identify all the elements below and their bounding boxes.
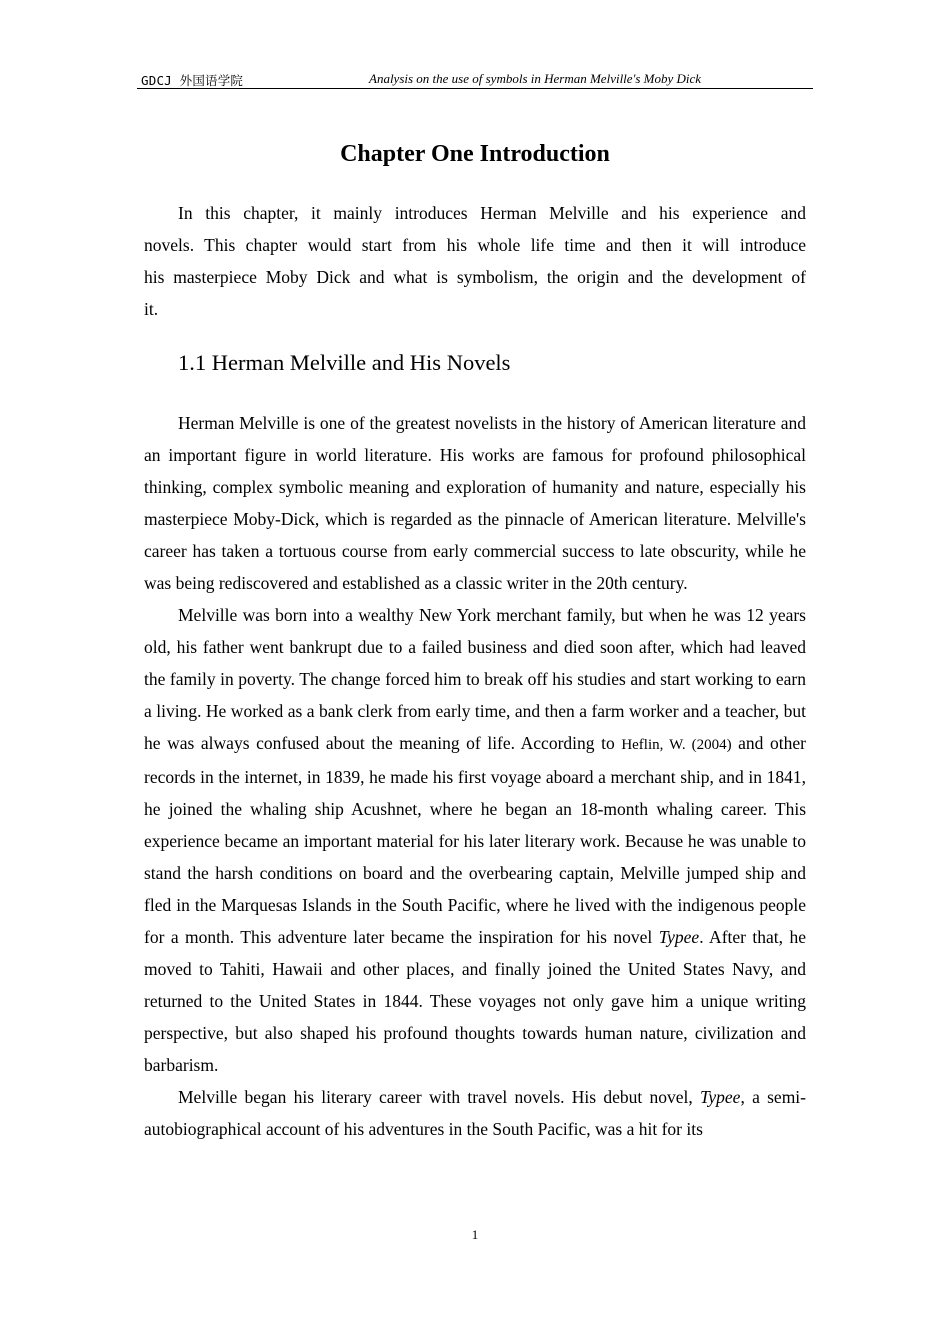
header-title: Analysis on the use of symbols in Herman Melville's Moby Dick [369,71,702,86]
section-body [144,407,806,1145]
paragraph-2-part-a: Melville was born into a wealthy New York merchant family, but when he was 12 years old, his father went bankrupt due to a failed business and died soon after, which had leaved the family in poverty. The change forced him to break off his studies and start working to earn a living. He worked as a bank clerk from early time, and then a farm worker and a teacher, but he was always confused about the meaning of life. According to [144,605,806,753]
header-institution: GDCJ 外国语学院 [141,73,244,88]
paragraph-2 [144,599,806,1081]
section-heading: 1.1 Herman Melville and His Novels [178,350,511,375]
paragraph-2-part-c: . After that, he moved to Tahiti, Hawaii and other places, and finally joined the United States Navy, and returned to the United States in 1844. These voyages not only gave him a unique writing perspective, but also shaped his profound thoughts towards human nature, civilization and barbarism. [144,927,806,1075]
intro-text: In this chapter, it mainly introduces Herman Melville and his experience and novels. This chapter would start from his whole life time and then it will introduce his masterpiece Moby Dick and what is symbolism, the origin and the development of it. [144,203,806,319]
citation-heflin: Heflin, W. (2004) [621,737,732,753]
paragraph-1: Herman Melville is one of the greatest novelists in the history of American literature and an important figure in world literature. His works are famous for profound philosophical thinking, complex symbolic meaning and exploration of humanity and nature, especially his masterpiece Moby-Dick, which is regarded as the pinnacle of American literature. Melville's career has taken a tortuous course from early commercial success to late obscurity, while he was being rediscovered and established as a classic writer in the 20th century. [144,413,806,593]
paragraph-3 [144,1081,806,1145]
paragraph-2-part-b: and other records in the internet, in 1839, he made his first voyage aboard a merchant ship, and in 1841, he joined the whaling ship Acushnet, where he began an 18-month whaling career. This experience became an important material for his later literary work. Because he was unable to stand the harsh conditions on board and the overbearing captain, Melville jumped ship and fled in the Marquesas Islands in the South Pacific, where he lived with the indigenous people for a month. This adventure later became the inspiration for his novel [144,733,806,947]
paragraph-3-part-b: , a semi-autobiographical account of his adventures in the South Pacific, was a hit for its [144,1087,806,1139]
chapter-title: Chapter One Introduction [340,141,610,167]
running-header [137,68,813,89]
page-number: 1 [471,1227,479,1242]
intro-paragraph [144,197,806,325]
novel-title-typee-2: Typee [699,1087,741,1107]
paragraph-3-part-a: Melville began his literary career with travel novels. His debut novel, [178,1087,700,1107]
novel-title-typee: Typee [658,927,700,947]
